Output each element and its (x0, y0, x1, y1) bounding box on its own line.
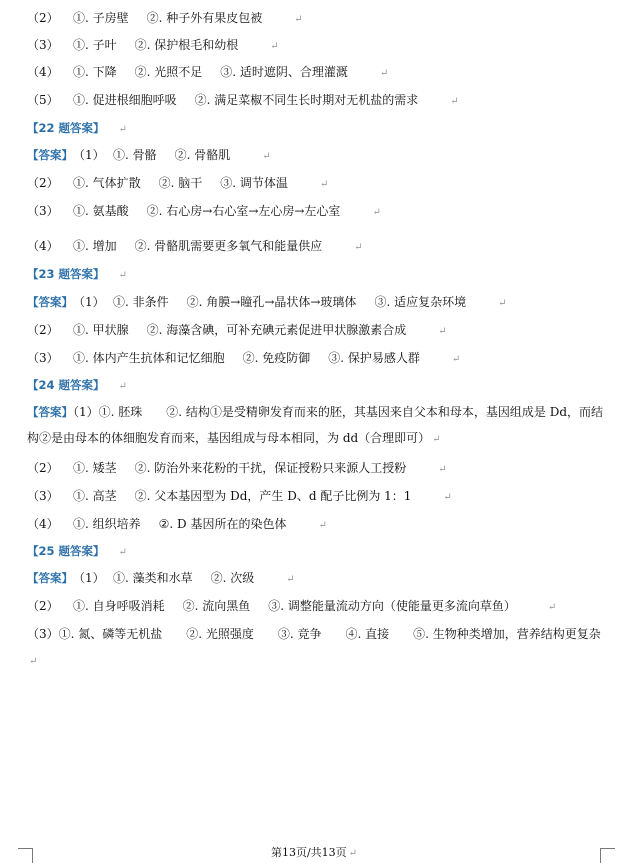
answer-option: ②. 次级 (210, 571, 255, 585)
answer-option: ①. 骨骼 (113, 148, 157, 162)
answer-option: ③. 保护易感人群 (328, 351, 420, 365)
answer-option: ②. 右心房→右心室→左心房→左心室 (146, 204, 341, 218)
paragraph-mark: ↵ (118, 270, 127, 281)
question-number: （4） (27, 239, 59, 253)
answer-section-header (27, 266, 127, 282)
paragraph-mark: ↵ (547, 602, 557, 613)
paragraph-mark: ↵ (438, 464, 447, 475)
answer-option: ②. 免疫防御 (242, 351, 311, 365)
answer-line (27, 621, 607, 675)
section-title: 【23 题答案】 (27, 267, 105, 281)
paragraph-mark: ↵ (451, 354, 461, 365)
answer-line (27, 399, 607, 453)
answer-option: ②. 父本基因型为 Dd，产生 D、d 配子比例为 1：1 (134, 489, 412, 503)
answer-option: ①. 子叶 (73, 38, 117, 52)
answer-option: ②. 光照不足 (134, 65, 203, 79)
question-number: （1） (73, 295, 105, 309)
answer-option: ②. 保护根毛和幼根 (134, 38, 239, 52)
question-number: （3） (27, 627, 59, 641)
answer-line (27, 570, 295, 586)
answer-line (27, 203, 381, 219)
answer-option: ①. 高茎 (73, 489, 117, 503)
answer-option: ②. 种子外有果皮包被 (146, 11, 263, 25)
answer-option: ②. 满足菜椒不同生长时期对无机盐的需求 (194, 93, 419, 107)
answer-line (27, 350, 460, 366)
paragraph-mark: ↵ (379, 68, 389, 79)
question-number: （4） (27, 517, 59, 531)
paragraph-mark: ↵ (438, 326, 447, 337)
paragraph-mark: ↵ (372, 207, 381, 218)
question-number: （4） (27, 65, 59, 79)
answer-option: ②. 骨骼肌需要更多氧气和能量供应 (134, 239, 323, 253)
paragraph-mark: ↵ (286, 574, 295, 585)
question-number: （3） (27, 38, 59, 52)
question-number: （2） (27, 11, 59, 25)
answer-option: ③. 调节体温 (220, 176, 288, 190)
page-number: 第13页/共13页 (270, 846, 347, 859)
question-number: （2） (27, 176, 59, 190)
answer-line (27, 37, 279, 53)
question-number: （2） (27, 461, 59, 475)
question-number: （1） (73, 571, 105, 585)
paragraph-mark: ↵ (29, 656, 38, 667)
answer-option: ③. 适时遮阴、合理灌溉 (220, 65, 348, 79)
section-title: 【22 题答案】 (27, 121, 105, 135)
paragraph-mark: ↵ (262, 151, 271, 162)
answer-section-header (27, 543, 127, 559)
answer-line (27, 516, 327, 532)
section-title: 【24 题答案】 (27, 378, 105, 392)
paragraph-mark: ↵ (294, 14, 303, 25)
question-number: （1） (73, 148, 105, 162)
answer-option: ②. 防治外来花粉的干扰，保证授粉只来源人工授粉 (134, 461, 407, 475)
answer-line (27, 147, 271, 163)
answer-line (27, 294, 506, 310)
answer-section-header (27, 120, 127, 136)
question-number: （5） (27, 93, 59, 107)
answer-option: ①. 子房壁 (73, 11, 129, 25)
paragraph-mark: ↵ (498, 298, 507, 309)
answer-line (27, 460, 447, 476)
answer-option: ②. 脑干 (158, 176, 203, 190)
question-number: （3） (27, 204, 59, 218)
answer-option: ①. 促进根细胞呼吸 (73, 93, 177, 107)
answer-option: ②. 海藻含碘，可补充碘元素促进甲状腺激素合成 (146, 323, 407, 337)
answer-label: 【答案】 (27, 148, 73, 162)
answer-option: ②. 骨骼肌 (174, 148, 231, 162)
answer-line (27, 322, 447, 338)
paragraph-mark: ↵ (319, 179, 329, 190)
answer-option: ②. 角膜→瞳孔→晶状体→玻璃体 (186, 295, 357, 309)
answer-option: ①. 组织培养 (73, 517, 141, 531)
answer-line (27, 10, 303, 26)
answer-option: ②. 流向黑鱼 (182, 599, 251, 613)
answer-option: ①. 氨基酸 (73, 204, 129, 218)
paragraph-mark: ↵ (118, 547, 127, 558)
answer-option: ①. 自身呼吸消耗 (73, 599, 165, 613)
paragraph-mark: ↵ (354, 242, 363, 253)
answer-line (27, 598, 556, 614)
paragraph-mark: ↵ (118, 381, 127, 392)
answer-option: ①. 甲状腺 (73, 323, 129, 337)
question-number: （3） (27, 489, 59, 503)
answer-option: ②. D 基因所在的染色体 (158, 517, 287, 531)
page-footer (0, 846, 628, 861)
answer-label: 【答案】 (27, 571, 73, 585)
answer-option: ①. 体内产生抗体和记忆细胞 (73, 351, 225, 365)
answer-line (27, 488, 452, 504)
answer-option: ①. 非条件 (113, 295, 169, 309)
answer-section-header (27, 377, 127, 393)
answer-option: ①. 矮茎 (73, 461, 117, 475)
answer-line (27, 64, 388, 80)
paragraph-mark: ↵ (118, 124, 127, 135)
paragraph-mark: ↵ (432, 434, 441, 445)
answer-option: ①. 下降 (73, 65, 117, 79)
question-number: （2） (27, 323, 59, 337)
answer-option: ①. 气体扩散 (73, 176, 141, 190)
answer-label: 【答案】 (27, 295, 73, 309)
answer-text: ①. 氮、磷等无机盐 ②. 光照强度 ③. 竞争 ④. 直接 ⑤. 生物种类增加，营养结构更复杂 (58, 627, 601, 641)
answer-option: ③. 适应复杂环境 (374, 295, 467, 309)
answer-line (27, 175, 328, 191)
answer-option: ①. 增加 (73, 239, 117, 253)
answer-text: ①. 胚珠 ②. 结构①是受精卵发育而来的胚，其基因来自父本和母本，基因组成是 Dd，而结构②是由母本的体细胞发育而来，基因组成与母本相同，为 dd（合理即可） (27, 405, 604, 445)
answer-label: 【答案】 (27, 405, 73, 419)
paragraph-mark: ↵ (348, 848, 358, 859)
paragraph-mark: ↵ (318, 520, 327, 531)
section-title: 【25 题答案】 (27, 544, 105, 558)
answer-line (27, 92, 459, 108)
paragraph-mark: ↵ (443, 492, 452, 503)
question-number: （3） (27, 351, 59, 365)
paragraph-mark: ↵ (270, 41, 279, 52)
answer-option: ①. 藻类和水草 (113, 571, 193, 585)
paragraph-mark: ↵ (450, 96, 459, 107)
answer-line (27, 238, 363, 254)
question-number: （2） (27, 599, 59, 613)
answer-option: ③. 调整能量流动方向（使能量更多流向草鱼） (268, 599, 516, 613)
question-number: （1） (73, 405, 99, 419)
